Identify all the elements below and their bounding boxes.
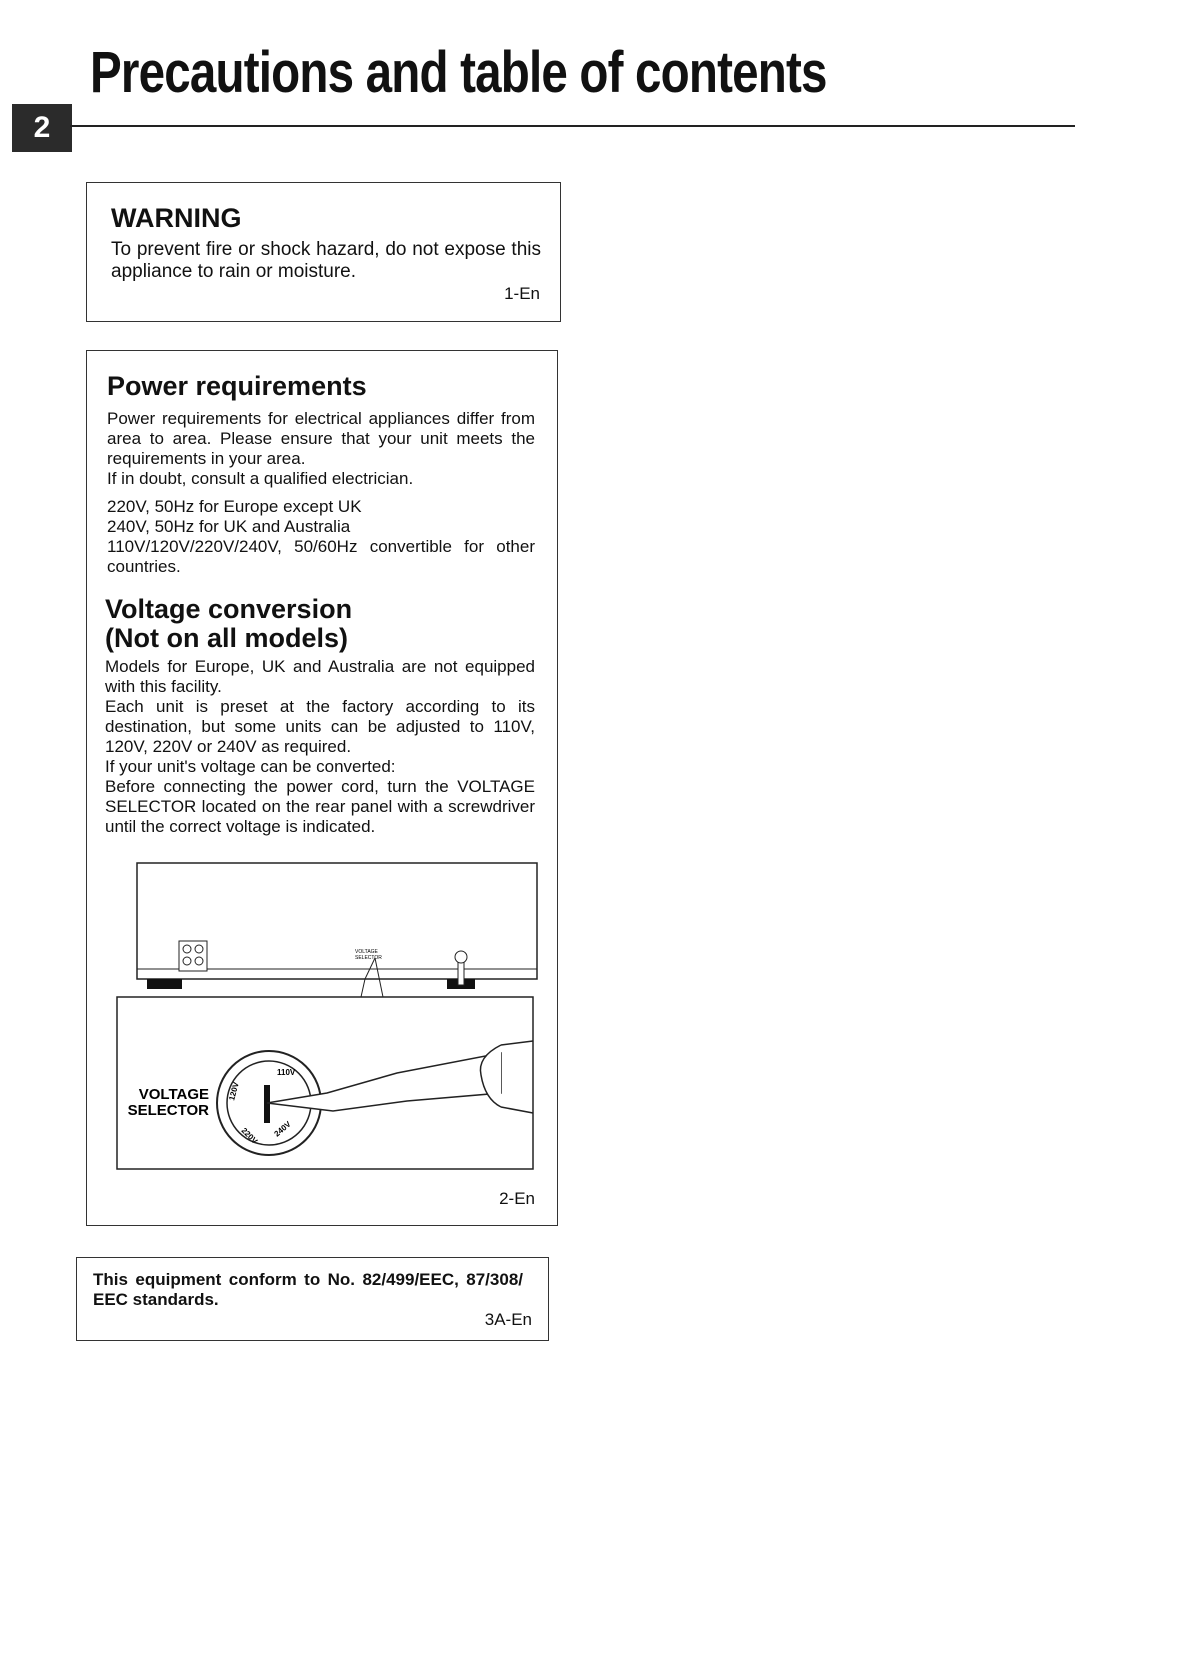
voltage-selector-figure — [97, 861, 547, 1181]
voltage-para4: Before connecting the power cord, turn the VOLTAGE SELECTOR located on the rear panel with a screwdriver until the correct voltage is indicated. — [105, 777, 535, 836]
warning-heading: WARNING — [111, 203, 242, 233]
voltage-para3: If your unit's voltage can be converted: — [105, 757, 396, 776]
small-selector-label-line1: VOLTAGE — [355, 949, 378, 955]
voltage-ref: 2-En — [499, 1189, 535, 1208]
small-selector-label-line2: SELECTOR — [355, 955, 382, 961]
power-para1b: If in doubt, consult a qualified electrician. — [107, 469, 414, 488]
voltage-heading-line2: (Not on all models) — [105, 623, 348, 653]
power-voltage-list — [107, 497, 535, 577]
selector-label-line1: VOLTAGE — [138, 1086, 209, 1103]
voltage-heading — [105, 595, 535, 653]
power-heading: Power requirements — [107, 371, 367, 401]
voltage-heading-line1: Voltage conversion — [105, 594, 353, 624]
header-rule — [70, 125, 1075, 127]
eec-text: This equipment conform to No. 82/499/EEC, 87/308/ EEC standards. — [93, 1270, 523, 1309]
dial-label-240v: 240V — [272, 1119, 293, 1139]
warning-box — [86, 182, 561, 322]
eec-ref: 3A-En — [484, 1310, 532, 1329]
voltage-para2: Each unit is preset at the factory according to its destination, but some units can be adjusted to 110V, 120V, 220V or 240V as required. — [105, 697, 535, 756]
dial-label-110v: 110V — [277, 1068, 296, 1077]
power-line-uk: 240V, 50Hz for UK and Australia — [107, 517, 351, 536]
warning-ref: 1-En — [504, 284, 540, 303]
page-number-badge: 2 — [12, 104, 72, 152]
selector-inset — [117, 997, 533, 1169]
power-line-other: 110V/120V/220V/240V, 50/60Hz convertible for other countries. — [107, 537, 535, 576]
warning-text: To prevent fire or shock hazard, do not expose this appliance to rain or moisture. — [111, 239, 541, 282]
eec-conformity-box — [76, 1257, 549, 1341]
power-requirements-box — [86, 350, 558, 1226]
voltage-para1: Models for Europe, UK and Australia are not equipped with this facility. — [105, 657, 535, 696]
unit-rear-panel — [137, 863, 537, 997]
power-para1: Power requirements for electrical appliances differ from area to area. Please ensure that your unit meets the requirements in your area. — [107, 409, 535, 468]
dial-label-120v: 120V — [227, 1081, 241, 1102]
power-line-europe: 220V, 50Hz for Europe except UK — [107, 497, 362, 516]
dial-label-220v: 220V — [239, 1126, 260, 1146]
selector-label-line2: SELECTOR — [127, 1102, 209, 1119]
page-title: Precautions and table of contents — [90, 40, 827, 105]
power-paragraph — [107, 409, 535, 489]
